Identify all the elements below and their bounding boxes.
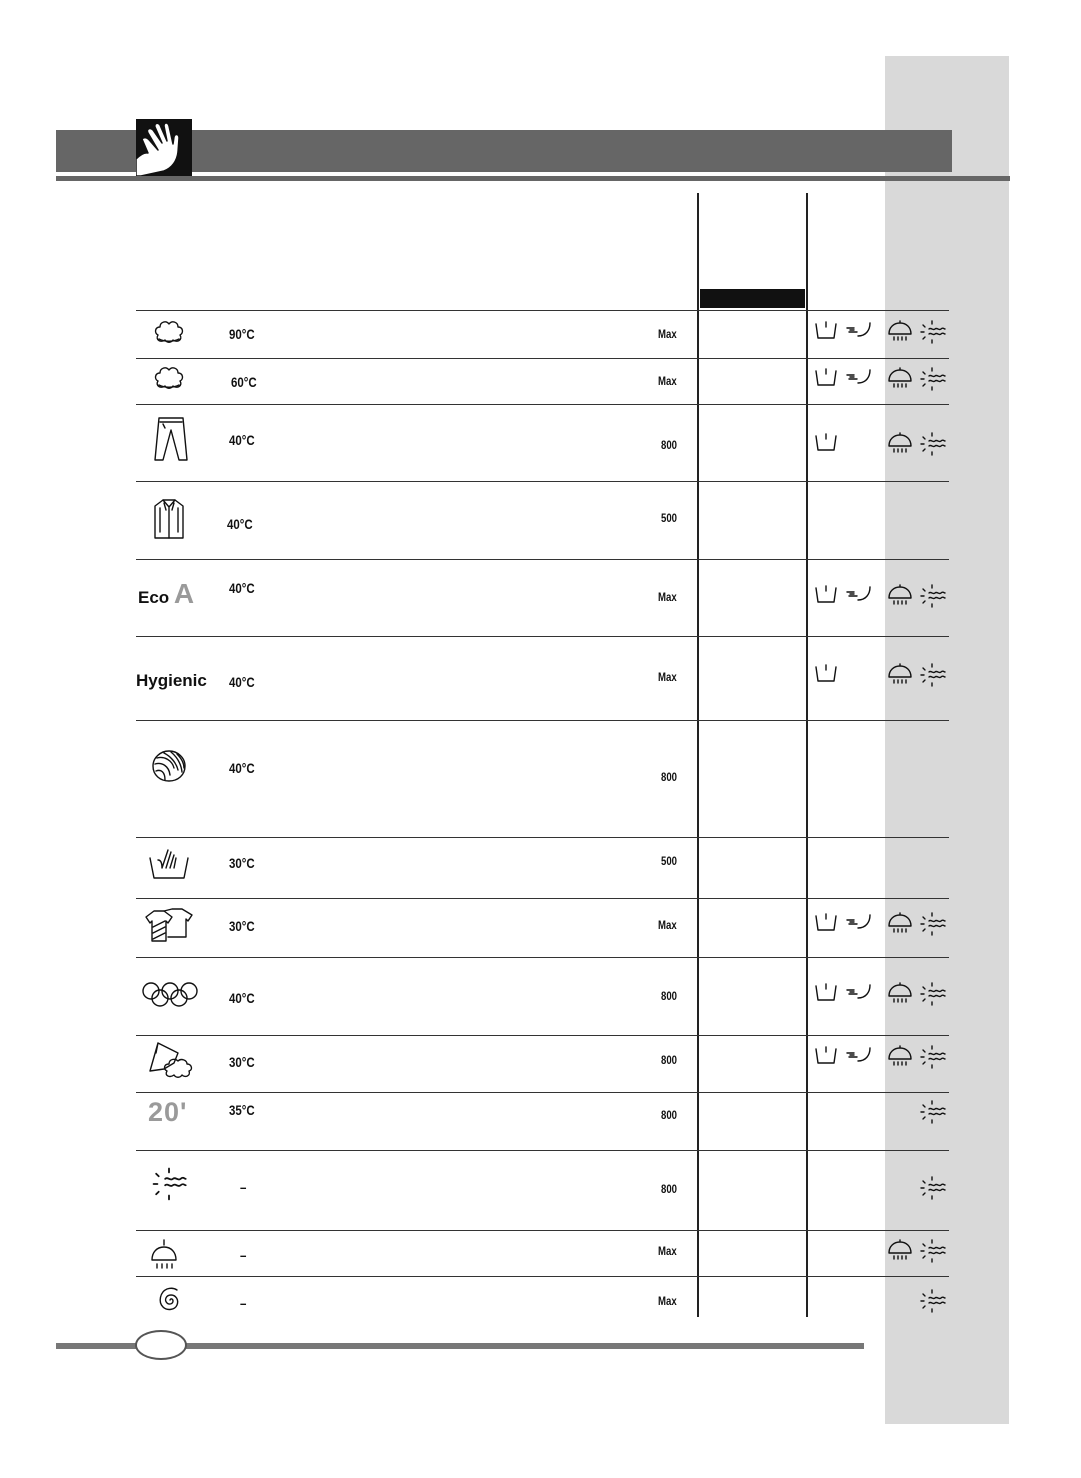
hygienic-icon: Hygienic: [136, 671, 207, 690]
spin-speed: 500: [661, 511, 678, 525]
header-rule: [56, 176, 1010, 181]
delay-icon: [846, 982, 874, 1008]
spin-icon: [920, 912, 948, 938]
temperature: –: [240, 1179, 247, 1195]
spin-icon: [920, 367, 948, 393]
row-divider: [136, 837, 949, 838]
temperature: 40°C: [227, 516, 253, 532]
spin-speed: Max: [658, 1244, 677, 1258]
prewash-icon: [814, 584, 842, 610]
prewash-icon: [814, 982, 842, 1008]
spin-icon: [920, 663, 948, 689]
synthetic-cotton-icon: [148, 1039, 196, 1081]
prewash-icon: [814, 912, 842, 938]
handwash-icon: [148, 846, 190, 882]
spin-icon: [920, 320, 948, 346]
temperature: –: [240, 1247, 247, 1263]
temperature: 40°C: [229, 760, 255, 776]
row-divider: [136, 310, 949, 311]
row-divider: [136, 358, 949, 359]
spin-speed: Max: [658, 1294, 677, 1308]
spin-speed: 800: [661, 770, 678, 784]
temperature: 40°C: [229, 432, 255, 448]
row-divider: [136, 1092, 949, 1093]
spin-icon: [920, 432, 948, 458]
delay-icon: [846, 912, 874, 938]
spin-icon: [920, 584, 948, 610]
temperature: 35°C: [229, 1102, 255, 1118]
drain-spiral-icon: [155, 1284, 185, 1316]
rinse-icon: [887, 982, 915, 1008]
temperature: 40°C: [229, 580, 255, 596]
rinse-icon: [887, 320, 915, 346]
row-divider: [136, 898, 949, 899]
trousers-icon: [154, 416, 188, 462]
shirt-icon: [152, 498, 186, 540]
spin-speed: 800: [661, 1108, 678, 1122]
spin-icon: [920, 1239, 948, 1265]
rinse-icon: [887, 912, 915, 938]
temperature: 90°C: [229, 326, 255, 342]
temperature: 30°C: [229, 855, 255, 871]
cotton-icon: [153, 318, 185, 346]
spin-speed: Max: [658, 670, 677, 684]
mixed-colours-icon: [140, 907, 196, 943]
temperature: 30°C: [229, 1054, 255, 1070]
spin-icon: [920, 1289, 948, 1315]
spin-speed: Max: [658, 327, 677, 341]
side-tab: [885, 56, 1009, 1424]
row-divider: [136, 1150, 949, 1151]
row-divider: [136, 1276, 949, 1277]
spin-icon: [920, 1100, 948, 1126]
column-divider: [697, 193, 699, 1317]
delay-icon: [846, 367, 874, 393]
page-number-oval: [135, 1330, 187, 1360]
spin-speed: 800: [661, 1053, 678, 1067]
temperature: –: [240, 1295, 247, 1311]
rinse-icon: [887, 367, 915, 393]
delay-icon: [846, 584, 874, 610]
sport-rings-icon: [141, 981, 199, 1007]
temperature: 30°C: [229, 918, 255, 934]
delay-icon: [846, 320, 874, 346]
temperature: 40°C: [229, 990, 255, 1006]
row-divider: [136, 957, 949, 958]
spin-icon: [148, 1166, 190, 1202]
spin-speed: 800: [661, 989, 678, 1003]
temperature: 40°C: [229, 674, 255, 690]
column-divider: [806, 193, 808, 1317]
spin-speed: Max: [658, 918, 677, 932]
spin-icon: [920, 1176, 948, 1202]
row-divider: [136, 1230, 949, 1231]
row-divider: [136, 636, 949, 637]
prewash-icon: [814, 367, 842, 393]
hand-icon: [136, 119, 192, 176]
spin-speed: 500: [661, 854, 678, 868]
cotton-icon: [153, 364, 185, 392]
spin-icon: [920, 1045, 948, 1071]
row-divider: [136, 481, 949, 482]
spin-speed: 800: [661, 1182, 678, 1196]
rinse-icon: [887, 1045, 915, 1071]
prewash-icon: [814, 320, 842, 346]
spin-icon: [920, 982, 948, 1008]
rinse-icon: [148, 1238, 180, 1270]
row-divider: [136, 559, 949, 560]
spin-speed: 800: [661, 438, 678, 452]
row-divider: [136, 720, 949, 721]
prewash-icon: [814, 432, 842, 458]
row-divider: [136, 404, 949, 405]
delay-icon: [846, 1045, 874, 1071]
prewash-icon: [814, 663, 842, 689]
quick-20-icon: 20': [148, 1097, 188, 1127]
rinse-icon: [887, 1239, 915, 1265]
spin-speed: Max: [658, 590, 677, 604]
rinse-icon: [887, 584, 915, 610]
eco-icon: Eco A: [138, 578, 195, 609]
rinse-icon: [887, 663, 915, 689]
column-header-bar: [700, 289, 805, 308]
row-divider: [136, 1035, 949, 1036]
wool-icon: [150, 748, 188, 784]
prewash-icon: [814, 1045, 842, 1071]
spin-speed: Max: [658, 374, 677, 388]
rinse-icon: [887, 432, 915, 458]
temperature: 60°C: [231, 374, 257, 390]
